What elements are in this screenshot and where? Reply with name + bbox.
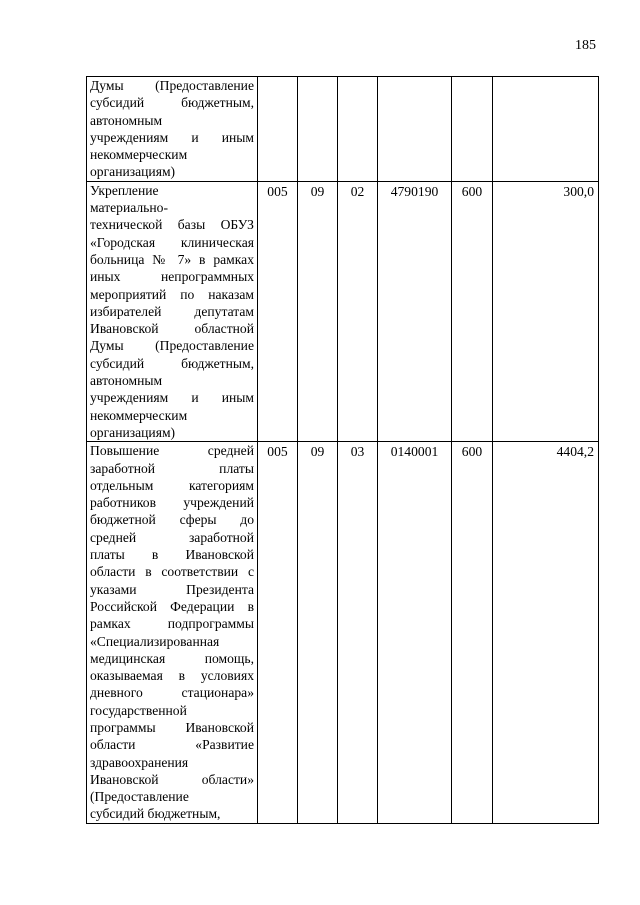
description-line: Ивановской области» [90,771,254,787]
table-row [87,77,599,182]
description-line: технической базы ОБУЗ [90,217,254,233]
description-line: платы в Ивановской [90,547,254,563]
description-line: рамках подпрограммы [90,616,254,632]
page-number: 185 [575,38,596,53]
description-line: автономным [90,112,163,128]
section-code-cell: 09 [298,442,338,824]
target-code-cell: 4790190 [378,181,452,441]
description-line: автономным [90,373,163,389]
subsection-code-cell [338,77,378,182]
description-line: Укрепление [90,182,159,198]
amount-cell: 4404,2 [493,442,599,824]
description-line: отдельным категориям [90,477,254,493]
description-line: субсидий бюджетным, [90,95,254,111]
description-line: медицинская помощь, [90,650,254,666]
description-line: организациям) [90,424,176,440]
description-line: Ивановской областной [90,321,254,337]
description-line: области «Развитие [90,737,254,753]
description-line: «Специализированная [90,633,220,649]
table-row [87,181,599,441]
section-code-cell: 09 [298,181,338,441]
description-line: «Городская клиническая [90,234,254,250]
ministry-code-cell: 005 [258,181,298,441]
ministry-code-cell [258,77,298,182]
description-line: здравоохранения [90,754,189,770]
description-line: больница № 7» в рамках [90,251,254,267]
description-line: программы Ивановской [90,719,254,735]
ministry-code-cell: 005 [258,442,298,824]
description-line: мероприятий по наказам [90,286,254,302]
description-line: (Предоставление [90,789,189,805]
subsection-code-cell: 03 [338,442,378,824]
description-line: бюджетной сферы до [90,512,254,528]
description-cell [87,77,258,182]
description-line: иных непрограммных [90,269,254,285]
subsection-code-cell: 02 [338,181,378,441]
description-line: учреждениям и иным [90,390,254,406]
table-row [87,442,599,824]
description-line: учреждениям и иным [90,129,254,145]
description-line: области в соответствии с [90,564,254,580]
description-line: материально- [90,200,168,216]
description-line: организациям) [90,164,176,180]
expense-type-cell [452,77,493,182]
description-line: избирателей депутатам [90,303,254,319]
description-line: средней заработной [90,529,254,545]
description-line: государственной [90,702,187,718]
description-line: некоммерческим [90,407,188,423]
description-line: субсидий бюджетным, [90,806,221,822]
section-code-cell [298,77,338,182]
amount-cell: 300,0 [493,181,599,441]
description-line: оказываемая в условиях [90,668,254,684]
description-cell [87,442,258,824]
target-code-cell: 0140001 [378,442,452,824]
target-code-cell [378,77,452,182]
expense-type-cell: 600 [452,181,493,441]
description-cell [87,181,258,441]
description-line: Российской Федерации в [90,598,254,614]
budget-table [86,76,599,824]
amount-cell [493,77,599,182]
description-line: заработной платы [90,460,254,476]
description-line: Повышение средней [90,443,254,459]
description-line: Думы (Предоставление [90,78,254,93]
description-line: дневного стационара» [90,685,254,701]
expense-type-cell: 600 [452,442,493,824]
description-line: некоммерческим [90,147,188,163]
description-line: субсидий бюджетным, [90,355,254,371]
description-line: работников учреждений [90,495,254,511]
description-line: указами Президента [90,581,254,597]
description-line: Думы (Предоставление [90,338,254,354]
